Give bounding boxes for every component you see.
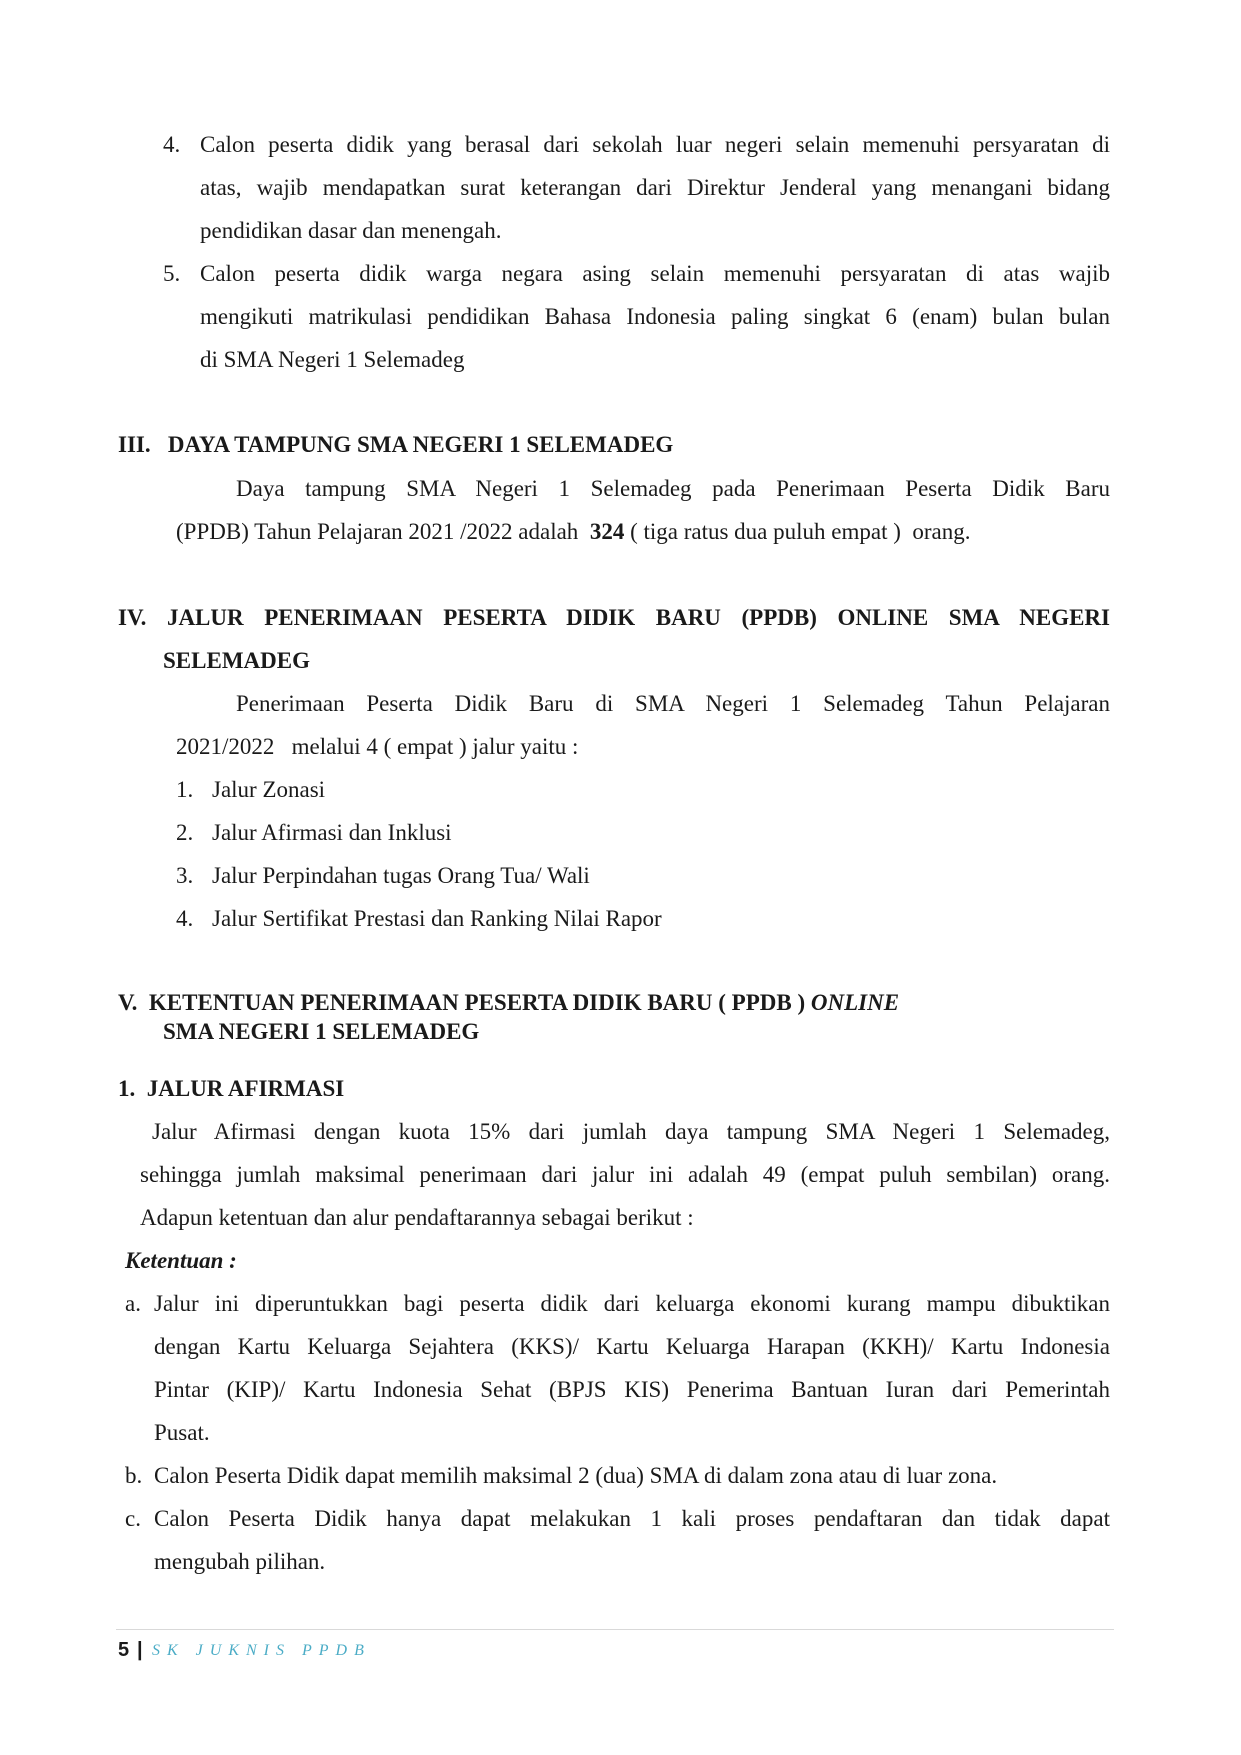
paragraph-line: Jalur Afirmasi dengan kuota 15% dari jumlah daya tampung SMA Negeri 1 Selemadeg, — [152, 1119, 1110, 1144]
list-item-number: 1. — [176, 777, 194, 802]
section-heading: V. KETENTUAN PENERIMAAN PESERTA DIDIK BARU ( PPDB ) ONLINE — [118, 990, 900, 1015]
list-item-line: dengan Kartu Keluarga Sejahtera (KKS)/ Kartu Keluarga Harapan (KKH)/ Kartu Indonesia — [154, 1334, 1110, 1359]
list-item-number: 2. — [176, 820, 194, 845]
section-heading: IV. JALUR PENERIMAAN PESERTA DIDIK BARU (PPDB) ONLINE SMA NEGERI — [118, 605, 1110, 630]
list-item-number: 4. — [163, 132, 181, 157]
list-item-letter: a. — [125, 1291, 141, 1316]
paragraph-line: sehingga jumlah maksimal penerimaan dari jalur ini adalah 49 (empat puluh sembilan) orang. — [140, 1162, 1110, 1187]
list-item-line: mengubah pilihan. — [154, 1549, 326, 1574]
list-item-number: 3. — [176, 863, 194, 888]
footer-title: SK JUKNIS PPDB — [152, 1642, 371, 1659]
ketentuan-label: Ketentuan : — [125, 1248, 237, 1273]
list-item: Jalur Afirmasi dan Inklusi — [212, 820, 452, 845]
footer-separator: | — [137, 1639, 143, 1661]
list-item-line: Jalur ini diperuntukkan bagi peserta didik dari keluarga ekonomi kurang mampu dibuktikan — [154, 1291, 1110, 1316]
paragraph-line: 2021/2022 melalui 4 ( empat ) jalur yaitu : — [176, 734, 579, 759]
list-item: Jalur Sertifikat Prestasi dan Ranking Nilai Rapor — [212, 906, 662, 931]
section-heading: III. DAYA TAMPUNG SMA NEGERI 1 SELEMADEG — [118, 432, 674, 457]
list-item-line: Pintar (KIP)/ Kartu Indonesia Sehat (BPJS KIS) Penerima Bantuan Iuran dari Pemerintah — [154, 1377, 1110, 1402]
list-item-line: di SMA Negeri 1 Selemadeg — [200, 347, 465, 372]
capacity-value: 324 — [589, 519, 625, 544]
paragraph-line: (PPDB) Tahun Pelajaran 2021 /2022 adalah 324 ( tiga ratus dua puluh empat ) orang. — [176, 519, 971, 544]
subsection-heading: 1. JALUR AFIRMASI — [118, 1076, 345, 1101]
list-item-letter: c. — [125, 1506, 141, 1531]
paragraph-line: Daya tampung SMA Negeri 1 Selemadeg pada Penerimaan Peserta Didik Baru — [236, 476, 1110, 501]
paragraph-line: Penerimaan Peserta Didik Baru di SMA Negeri 1 Selemadeg Tahun Pelajaran — [236, 691, 1110, 716]
footer-rule — [116, 1629, 1114, 1630]
list-item: Jalur Perpindahan tugas Orang Tua/ Wali — [212, 863, 590, 888]
list-item-line: atas, wajib mendapatkan surat keterangan dari Direktur Jenderal yang menangani bidang — [200, 175, 1110, 200]
list-item: Jalur Zonasi — [212, 777, 326, 802]
section-heading: SELEMADEG — [163, 648, 310, 673]
list-item-line: pendidikan dasar dan menengah. — [200, 218, 502, 243]
list-item-line: Calon peserta didik warga negara asing selain memenuhi persyaratan di atas wajib — [200, 261, 1110, 286]
list-item-number: 5. — [163, 261, 181, 286]
section-heading: SMA NEGERI 1 SELEMADEG — [163, 1019, 480, 1044]
list-item-line: mengikuti matrikulasi pendidikan Bahasa Indonesia paling singkat 6 (enam) bulan bulan — [200, 304, 1110, 329]
list-item-line: Calon Peserta Didik dapat memilih maksimal 2 (dua) SMA di dalam zona atau di luar zona. — [154, 1463, 998, 1488]
list-item-line: Pusat. — [154, 1420, 210, 1445]
page-number: 5 — [118, 1639, 130, 1661]
list-item-number: 4. — [176, 906, 194, 931]
list-item-line: Calon Peserta Didik hanya dapat melakukan 1 kali proses pendaftaran dan tidak dapat — [154, 1506, 1110, 1531]
list-item-line: Calon peserta didik yang berasal dari sekolah luar negeri selain memenuhi persyaratan di — [200, 132, 1110, 157]
paragraph-line: Adapun ketentuan dan alur pendaftarannya sebagai berikut : — [140, 1205, 694, 1230]
list-item-letter: b. — [125, 1463, 143, 1488]
